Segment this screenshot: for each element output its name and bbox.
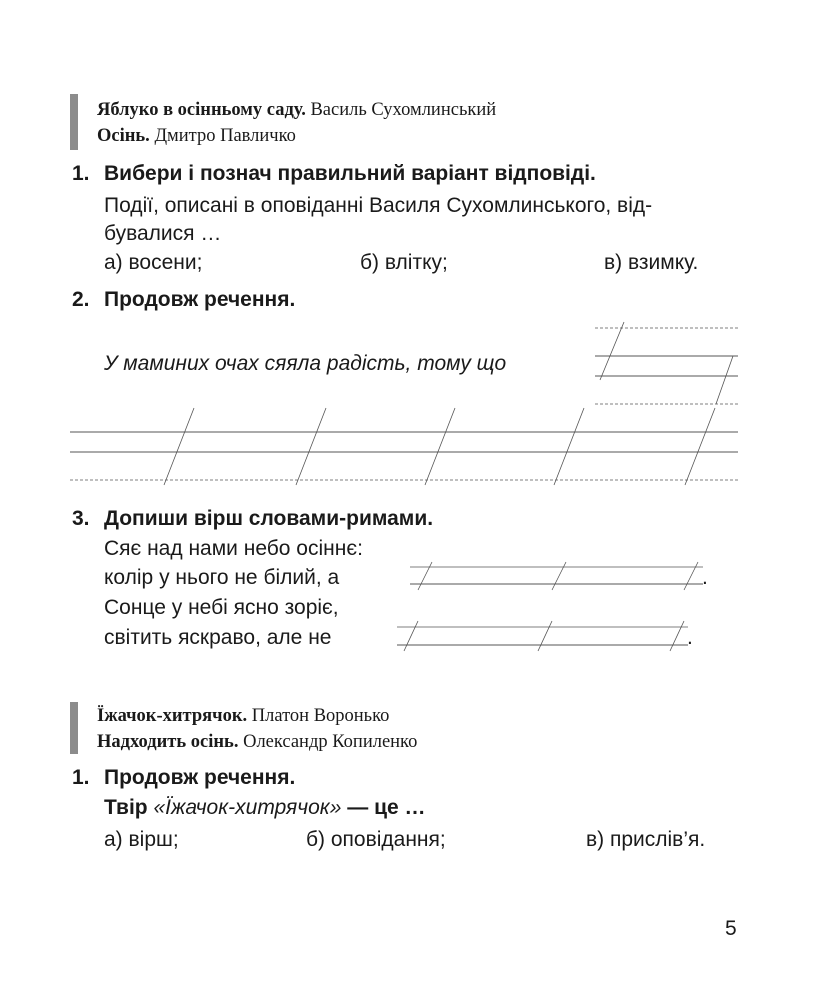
answer-option-b[interactable]: б) влітку; bbox=[360, 251, 448, 274]
rhyme-writing-area[interactable] bbox=[397, 621, 688, 651]
answer-option-a[interactable]: а) восени; bbox=[104, 251, 203, 274]
task-2-sentence: У маминих очах сяяла радість, тому що bbox=[104, 352, 507, 375]
source-author: Олександр Копиленко bbox=[243, 732, 418, 752]
answer-option-b[interactable]: б) оповідання; bbox=[306, 828, 446, 851]
source-title: Надходить осінь. bbox=[97, 732, 239, 752]
task-1-text: бувалися … bbox=[104, 222, 222, 245]
poem-line-4: світить яскраво, але не bbox=[104, 626, 332, 649]
answer-writing-area[interactable] bbox=[595, 322, 738, 404]
source-title: Їжачок-хитрячок. bbox=[97, 706, 248, 726]
poem-line-1: Сяє над нами небо осіннє: bbox=[104, 537, 363, 560]
prompt-start: Твір bbox=[104, 796, 148, 819]
work-title: «Їжачок-хитрячок» bbox=[153, 796, 342, 819]
task-1-prompt bbox=[104, 796, 426, 820]
answer-option-a[interactable]: а) вірш; bbox=[104, 828, 179, 851]
task-1-number: 1. bbox=[72, 162, 90, 185]
source-marker-bar bbox=[70, 702, 78, 754]
answer-option-c[interactable]: в) прислів’я. bbox=[586, 828, 706, 851]
page-number: 5 bbox=[725, 917, 737, 940]
task-1-number: 1. bbox=[72, 766, 90, 789]
source-title: Осінь. bbox=[97, 126, 150, 146]
source-author: Платон Воронько bbox=[251, 706, 390, 726]
source-title: Яблуко в осінньому саду. bbox=[97, 100, 306, 120]
task-2-number: 2. bbox=[72, 288, 90, 311]
task-3-title: Допиши вірш словами-римами. bbox=[104, 507, 434, 530]
task-2-title: Продовж речення. bbox=[104, 288, 296, 311]
poem-line-2: колір у нього не білий, а bbox=[104, 566, 340, 589]
source-author: Василь Сухомлинський bbox=[310, 100, 497, 120]
source-line-1 bbox=[97, 704, 389, 728]
rhyme-writing-area[interactable] bbox=[410, 562, 703, 590]
answer-option-c[interactable]: в) взимку. bbox=[604, 251, 699, 274]
answer-writing-area[interactable] bbox=[70, 408, 738, 485]
poem-line-2-end: . bbox=[702, 566, 708, 589]
poem-line-4-end: . bbox=[687, 626, 693, 649]
task-1-title: Вибери і познач правильний варіант відповіді. bbox=[104, 162, 596, 185]
poem-line-3: Сонце у небі ясно зоріє, bbox=[104, 596, 339, 619]
task-1-title: Продовж речення. bbox=[104, 766, 296, 789]
source-author: Дмитро Павличко bbox=[154, 126, 296, 146]
task-1-text: Події, описані в оповіданні Василя Сухомлинського, від- bbox=[104, 194, 653, 217]
source-line-2 bbox=[97, 730, 417, 754]
task-3-number: 3. bbox=[72, 507, 90, 530]
prompt-end: — це … bbox=[347, 796, 426, 819]
